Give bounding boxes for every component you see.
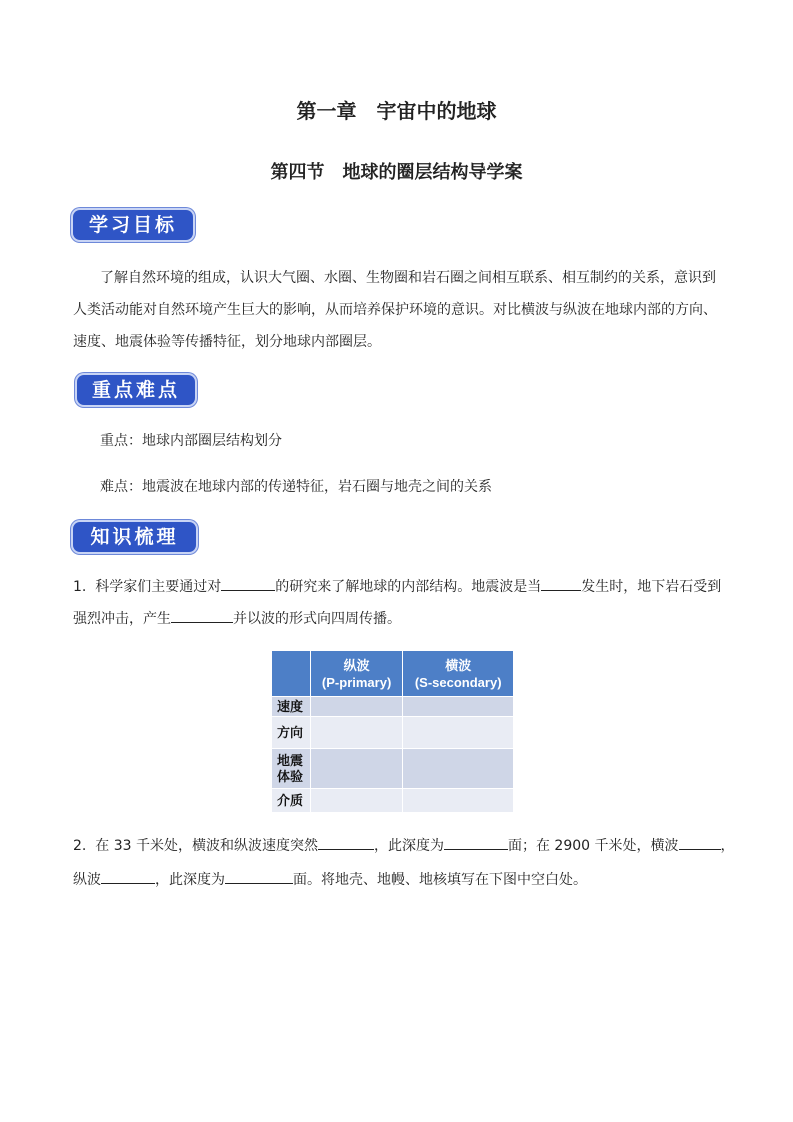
- question-text: 并以波的形式向四周传播。: [233, 611, 401, 627]
- s-wave-label: 横波: [445, 657, 472, 673]
- row-header-line: 体验: [277, 768, 304, 784]
- row-header-experience: [272, 749, 311, 789]
- row-header-speed: 速度: [272, 697, 311, 717]
- fill-blank[interactable]: [101, 869, 155, 884]
- fill-blank[interactable]: [221, 576, 275, 591]
- question-1-line-2: [73, 603, 401, 636]
- question-text: ，此深度为: [373, 838, 444, 854]
- question-text: 的研究来了解地球的内部结构。地震波是当: [275, 579, 542, 595]
- question-text: 强烈冲击，产生: [73, 611, 171, 627]
- table-cell[interactable]: [310, 697, 403, 717]
- question-text: 纵波: [73, 872, 101, 888]
- question-text: ，此深度为: [155, 872, 225, 888]
- p-wave-sublabel: (P-primary): [321, 674, 392, 690]
- knowledge-badge: 知识梳理: [73, 522, 196, 552]
- table-cell[interactable]: [403, 697, 514, 717]
- table-header-row: [272, 651, 514, 697]
- table-cell[interactable]: [403, 789, 514, 813]
- question-text: 面。将地壳、地幔、地核填写在下图中空白处。: [293, 872, 587, 888]
- question-text: 发生时，地下岩石受到: [581, 579, 722, 595]
- row-header-line: 地震: [277, 752, 304, 768]
- fill-blank[interactable]: [541, 576, 581, 591]
- goals-line-3: 速度、地震体验等传播特征，划分地球内部圈层。: [73, 334, 381, 350]
- row-header-medium: 介质: [272, 789, 311, 813]
- question-2-line-2: [73, 864, 587, 897]
- table-row: [272, 717, 514, 749]
- wave-comparison-table: [271, 650, 514, 813]
- table-row: [272, 749, 514, 789]
- fill-blank[interactable]: [444, 835, 508, 850]
- goals-line-2: 人类活动能对自然环境产生巨大的影响，从而培养保护环境的意识。对比横波与纵波在地球内部的方向、: [73, 302, 717, 318]
- question-text: 科学家们主要通过对: [95, 579, 222, 595]
- difficulty-text: 难点：地震波在地球内部的传递特征，岩石圈与地壳之间的关系: [100, 479, 492, 495]
- table-cell[interactable]: [403, 749, 514, 789]
- s-wave-header: [403, 651, 514, 697]
- fill-blank[interactable]: [171, 608, 233, 623]
- question-2-line-1: [73, 830, 735, 863]
- table-cell[interactable]: [310, 717, 403, 749]
- table-corner-cell: [272, 651, 311, 697]
- question-number: 2.: [73, 838, 87, 854]
- question-number: 1.: [73, 579, 87, 595]
- table-row: [272, 789, 514, 813]
- question-text: 面；在 2900 千米处，横波: [507, 838, 679, 854]
- s-wave-sublabel: (S-secondary): [414, 674, 502, 690]
- goals-line-1: 了解自然环境的组成，认识大气圈、水圈、生物圈和岩石圈之间相互联系、相互制约的关系，意识到: [100, 270, 716, 286]
- table-cell[interactable]: [403, 717, 514, 749]
- key-point-text: 重点：地球内部圈层结构划分: [100, 433, 282, 449]
- key-points-badge: 重点难点: [77, 375, 195, 405]
- p-wave-label: 纵波: [343, 657, 370, 673]
- fill-blank[interactable]: [225, 869, 293, 884]
- row-header-direction: 方向: [272, 717, 311, 749]
- learning-goals-badge: 学习目标: [73, 210, 193, 240]
- table-cell[interactable]: [310, 789, 403, 813]
- chapter-title: 第一章 宇宙中的地球: [296, 99, 497, 123]
- question-text: ，: [720, 838, 735, 854]
- section-title: 第四节 地球的圈层结构导学案: [270, 162, 523, 183]
- table-row: [272, 697, 514, 717]
- question-1-line-1: [73, 571, 721, 604]
- fill-blank[interactable]: [679, 835, 721, 850]
- table-cell[interactable]: [310, 749, 403, 789]
- p-wave-header: [310, 651, 403, 697]
- question-text: 在 33 千米处，横波和纵波速度突然: [95, 838, 318, 854]
- fill-blank[interactable]: [318, 835, 374, 850]
